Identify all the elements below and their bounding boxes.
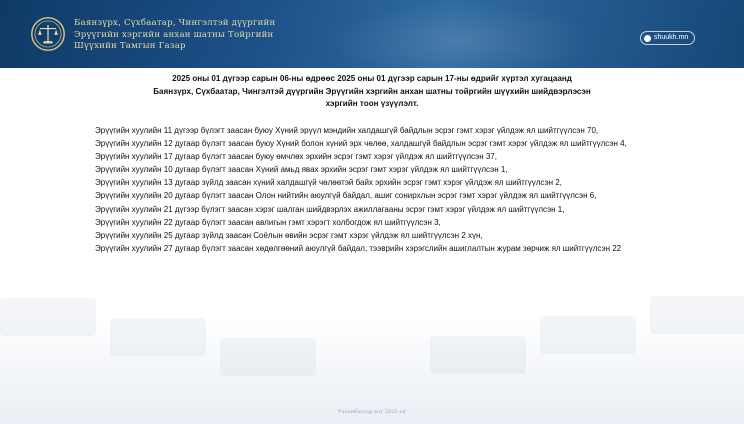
title-line-1: 2025 оны 01 дүгээр сарын 06-ны өдрөөс 2025 оны 01 дүгээр сарын 17-ны өдрийг хүртэл хугацаанд (172, 74, 572, 83)
list-item: Эрүүгийн хуулийн 13 дугаар зүйлд заасан хүний халдашгүй чөлөөтэй байх эрхийн эсрэг гэмт хэрэг үйлдэж ял шийтгүүлсэн 2, (95, 178, 562, 188)
title-line-2: Баянзүрх, Сүхбаатар, Чингэлтэй дүүргийн Эрүүгийн хэргийн анхан шатны тойргийн шүүхийн шийдвэрлэсэн (153, 86, 591, 96)
website-label: shuukh.mn (654, 34, 689, 41)
globe-icon (644, 35, 651, 42)
background-tile (650, 296, 744, 334)
list-item: Эрүүгийн хуулийн 10 дугаар бүлэгт заасан Хүний амьд явах эрхийн эсрэг гэмт хэрэг үйлдэж ял шийтгүүлсэн 1, (95, 165, 508, 175)
background-tile (0, 298, 96, 336)
page-title (80, 73, 664, 111)
list-item: Эрүүгийн хуулийн 17 дугаар бүлэгт заасан буюу өмчлөх эрхийн эсрэг гэмт хэрэг үйлдэж ял шийтгүүлсэн 37, (95, 152, 497, 162)
list-item: Эрүүгийн хуулийн 12 дугаар бүлэгт заасан буюу Хүний болон хүний эрх чөлөө, халдашгүй байдлын эсрэг гэмт хэрэг үйлдэж ял шийтгүүлсэн 4, (95, 139, 627, 149)
list-item: Эрүүгийн хуулийн 21 дүгээр бүлэгт заасан хэрэг шалган шийдвэрлэх ажиллагааны эсрэг гэмт хэрэг үйлдэж ял шийтгүүлсэн 1, (95, 204, 565, 214)
background-tile (540, 316, 636, 354)
background-tile (220, 338, 316, 376)
background-tile (430, 336, 526, 374)
header-banner (0, 0, 744, 68)
list-item: Эрүүгийн хуулийн 20 дугаар бүлэгт заасан Олон нийтийн аюулгүй байдал, ашиг сонирхлын эсрэг гэмт хэрэг үйлдэж ял шийтгүүлсэн 6, (95, 191, 597, 201)
background-tile (110, 318, 206, 356)
org-line-3: Шүүхийн Тамгын Газар (74, 41, 186, 51)
website-link[interactable] (640, 31, 695, 45)
org-line-2: Эрүүгийн хэргийн анхан шатны Тойргийн (74, 29, 274, 40)
list-item: Эрүүгийн хуулийн 27 дугаар бүлэгт заасан хөдөлгөөний аюулгүй байдал, тээврийн хэрэгслийн ашиглалтын журам зөрчиж ял шийтгүүлсэн 22 (95, 243, 622, 253)
court-emblem-icon (30, 16, 66, 52)
statistics-list (95, 124, 633, 255)
org-line-1: Баянзүрх, Сүхбаатар, Чингэлтэй дүүргийн (74, 18, 276, 28)
organization-name (74, 18, 275, 53)
footer-text: Улаанбаатар хот 2025 он (338, 410, 406, 415)
title-line-3: хэргийн тоон үзүүлэлт. (325, 99, 419, 109)
list-item: Эрүүгийн хуулийн 25 дугаар зүйлд заасан Соёлын өвийн эсрэг гэмт хэрэг үйлдэж ял шийтгүүлсэн 2 хүн, (95, 230, 483, 240)
list-item: Эрүүгийн хуулийн 22 дугаар бүлэгт заасан авлигын гэмт хэрэгт холбогдож ял шийтгүүлсэн 3, (95, 217, 441, 227)
list-item: Эрүүгийн хуулийн 11 дүгээр бүлэгт заасан буюу Хүний эрүүл мэндийн халдашгүй байдлын эсрэг гэмт хэрэг үйлдэж ял шийтгүүлсэн 70, (95, 126, 599, 135)
